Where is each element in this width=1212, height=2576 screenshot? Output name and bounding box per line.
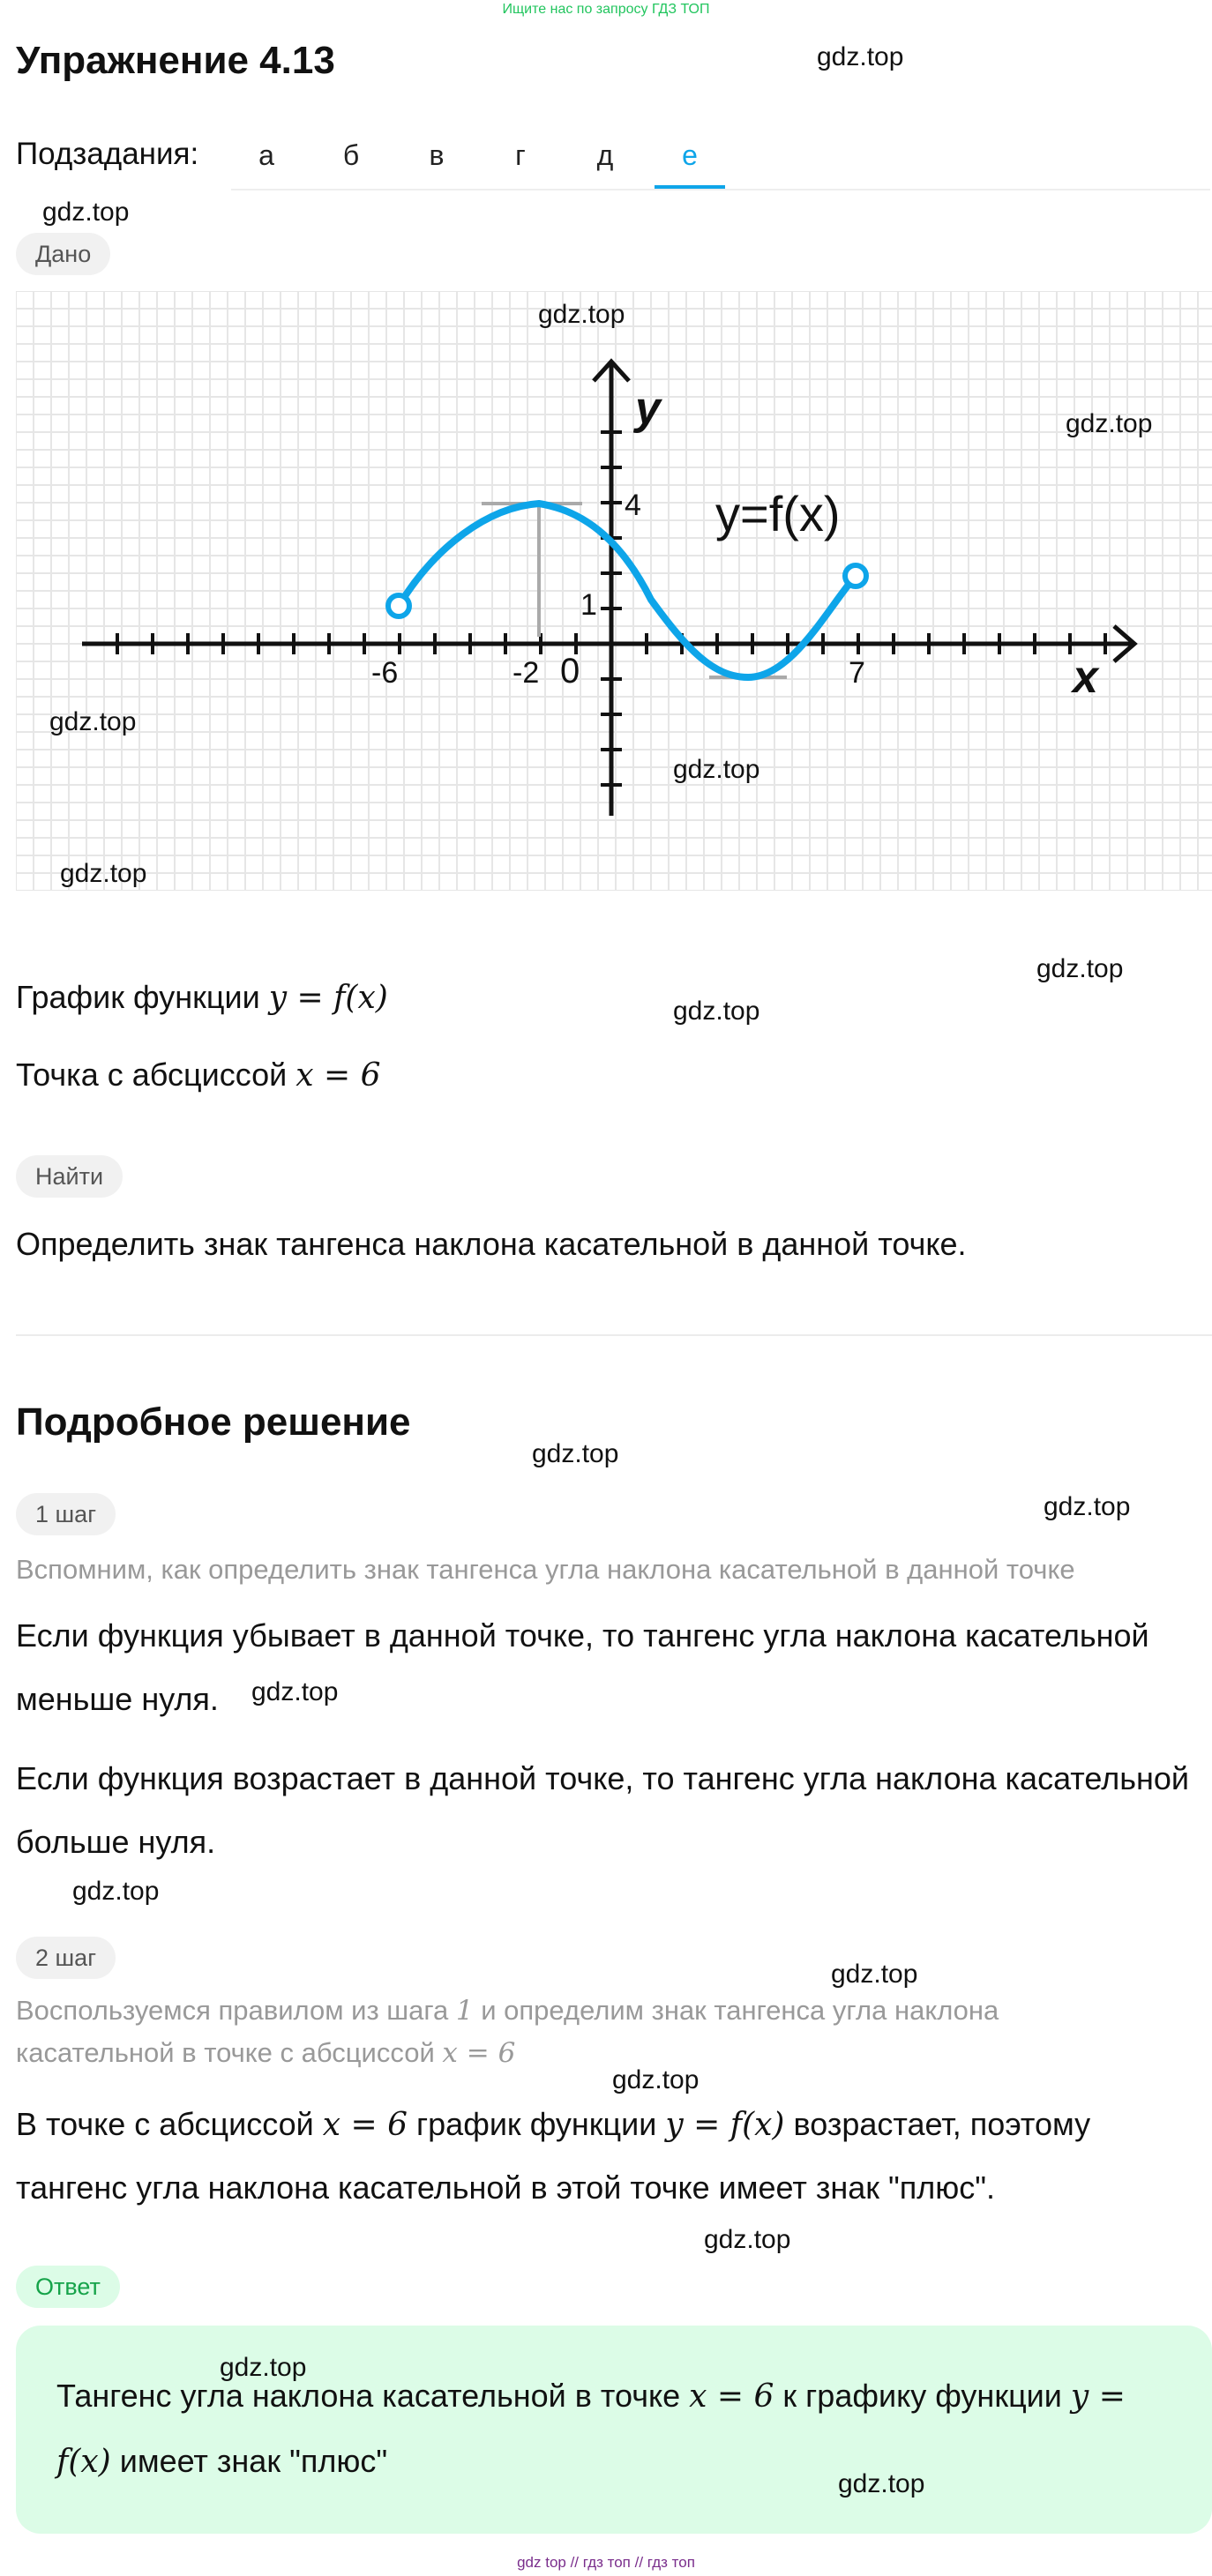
top-banner: Ищите нас по запросу ГДЗ ТОП [502, 2, 710, 17]
given-badge: Дано [16, 233, 110, 275]
answer-line1: Тангенс угла наклона касательной в точке x = 6 к графику функции y = [56, 2378, 1126, 2415]
x-tick-label: 7 [849, 656, 865, 690]
watermark: gdz.top [817, 42, 904, 71]
watermark: gdz.top [1036, 954, 1124, 983]
tab-a[interactable]: а [258, 139, 274, 171]
watermark: gdz.top [60, 859, 147, 888]
tab-v[interactable]: в [429, 139, 445, 171]
answer-line2: f(x) имеет знак "плюс" [56, 2443, 388, 2480]
curve-end-point [845, 565, 866, 586]
solution-title: Подробное решение [16, 1400, 411, 1444]
origin-label: 0 [560, 652, 580, 691]
subtasks-label: Подзадания: [16, 137, 199, 171]
step2-badge: 2 шаг [16, 1937, 116, 1979]
step1-p1-line1: Если функция убывает в данной точке, то тангенс угла наклона касательной [16, 1617, 1149, 1654]
subtasks-tabs [231, 123, 1210, 190]
watermark: gdz.top [704, 2225, 791, 2254]
x-axis-label: x [1073, 652, 1098, 703]
y-tick-label: 1 [580, 588, 597, 622]
find-text: Определить знак тангенса наклона касательной в данной точке. [16, 1226, 967, 1262]
graph-grid [16, 291, 1212, 891]
y-tick-label: 4 [625, 489, 641, 522]
tab-b[interactable]: б [342, 139, 360, 171]
watermark: gdz.top [49, 707, 137, 736]
x-tick-label: -6 [371, 656, 399, 690]
tab-g[interactable]: г [515, 139, 526, 171]
watermark: gdz.top [251, 1677, 339, 1706]
curve-start-point [388, 595, 409, 616]
watermark: gdz.top [1044, 1492, 1131, 1521]
tab-d[interactable]: д [596, 139, 614, 171]
given-line-2: Точка с абсциссой x = 6 [16, 1057, 381, 1094]
tab-e[interactable]: е [655, 123, 725, 189]
x-tick-label: -2 [512, 656, 540, 690]
step2-hint-line1: Воспользуемся правилом из шага 1 и определим знак тангенса угла наклона [16, 1995, 999, 2027]
step1-p2-line1: Если функция возрастает в данной точке, то тангенс угла наклона касательной [16, 1760, 1189, 1796]
watermark: gdz.top [831, 1960, 918, 1989]
answer-badge: Ответ [16, 2266, 120, 2308]
find-badge: Найти [16, 1155, 123, 1198]
watermark: gdz.top [72, 1877, 160, 1906]
step1-badge: 1 шаг [16, 1493, 116, 1535]
footer-links[interactable]: gdz top // гдз топ // гдз топ [517, 2554, 695, 2571]
watermark: gdz.top [532, 1439, 619, 1468]
section-divider [16, 1334, 1212, 1336]
function-graph [16, 291, 1212, 891]
step2-hint-line2: касательной в точке с абсциссой x = 6 [16, 2037, 516, 2069]
watermark: gdz.top [1066, 409, 1153, 438]
watermark: gdz.top [673, 755, 760, 784]
given-line-1: График функции y = f(x) [16, 979, 388, 1016]
watermark: gdz.top [220, 2353, 307, 2382]
watermark: gdz.top [838, 2469, 925, 2498]
answer-box [16, 2326, 1212, 2534]
function-label: y=f(x) [715, 486, 841, 541]
step2-p-line1: В точке с абсциссой x = 6 график функции y = f(x) возрастает, поэтому [16, 2106, 1091, 2143]
graph-axes [82, 362, 1134, 816]
watermark: gdz.top [612, 2065, 700, 2094]
watermark: gdz.top [538, 300, 625, 329]
y-axis-label: y [635, 383, 661, 434]
step1-hint: Вспомним, как определить знак тангенса угла наклона касательной в данной точке [16, 1554, 1075, 1585]
watermark: gdz.top [42, 198, 130, 227]
page-title: Упражнение 4.13 [16, 39, 335, 82]
watermark: gdz.top [673, 997, 760, 1026]
step2-p-line2: тангенс угла наклона касательной в этой точке имеет знак "плюс". [16, 2169, 996, 2206]
step1-p2-line2: больше нуля. [16, 1824, 216, 1860]
step1-p1-line2: меньше нуля. [16, 1681, 219, 1717]
